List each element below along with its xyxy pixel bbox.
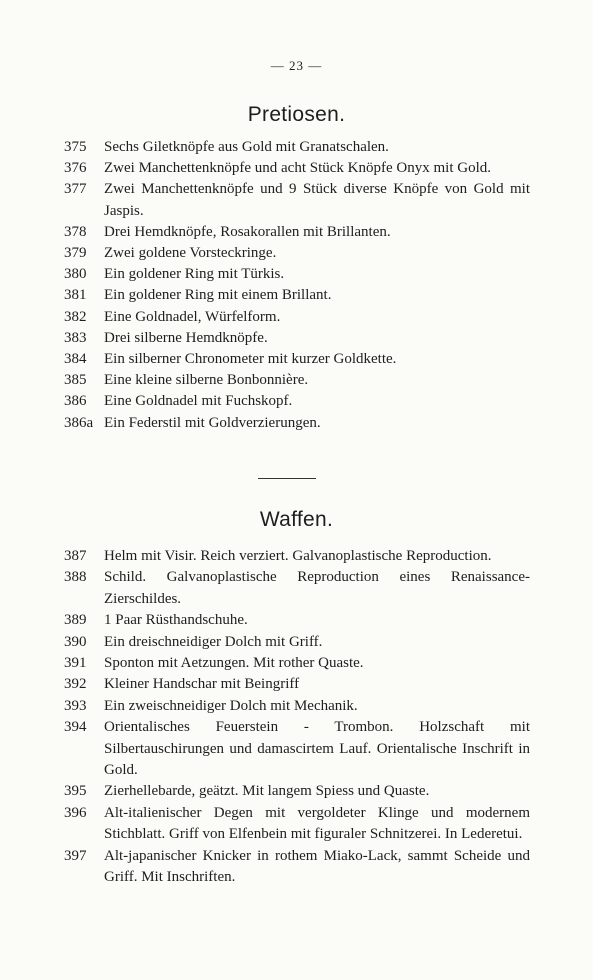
item-text: Ein goldener Ring mit einem Brillant. <box>104 287 332 304</box>
item-text: Helm mit Visir. Reich verziert. Galvanoplastische Reproduction. <box>104 548 492 564</box>
list-item <box>0 413 593 434</box>
list-item <box>0 307 593 328</box>
item-number: 384 <box>64 351 87 368</box>
item-text: 1 Paar Rüsthandschuhe. <box>104 612 248 629</box>
item-text: Zwei goldene Vorsteckringe. <box>104 245 277 262</box>
item-number: 382 <box>64 308 87 325</box>
item-text: Ein goldener Ring mit Türkis. <box>104 266 285 283</box>
item-number: 386 <box>64 393 87 410</box>
item-number: 387 <box>64 548 87 564</box>
item-number: 383 <box>64 329 87 346</box>
list-item <box>0 610 593 631</box>
list-item <box>0 285 593 306</box>
list-item <box>0 653 593 674</box>
item-text: Ein zweischneidiger Dolch mit Mechanik. <box>104 697 358 714</box>
item-number: 375 <box>64 139 87 155</box>
item-text: Zwei Manchettenknöpfe und 9 Stück diverse Knöpfe von Gold mit Jaspis. <box>104 181 530 219</box>
item-number: 385 <box>64 372 87 389</box>
item-number: 380 <box>64 266 87 283</box>
section-divider <box>258 478 316 479</box>
list-item <box>0 243 593 264</box>
list-item <box>0 370 593 391</box>
item-number: 388 <box>64 569 87 586</box>
item-number: 393 <box>64 697 87 714</box>
item-number: 394 <box>64 719 87 736</box>
item-number: 377 <box>64 181 87 198</box>
item-text: Alt-japanischer Knicker in rothem Miako-Lack, sammt Scheide und Griff. Mit Inschriften. <box>104 847 530 886</box>
list-item <box>0 264 593 285</box>
list-item <box>0 328 593 349</box>
item-text: Orientalisches Feuerstein - Trombon. Holzschaft mit Silbertauschirungen und damascirtem Lauf. Orientalische Inschrift in Gold. <box>104 719 530 779</box>
item-number: 379 <box>64 245 87 262</box>
list-item <box>0 696 593 717</box>
item-number: 386a <box>64 414 94 431</box>
item-number: 395 <box>64 783 87 800</box>
item-number: 392 <box>64 676 87 693</box>
item-text: Eine kleine silberne Bonbonnière. <box>104 372 309 389</box>
item-text: Zierhellebarde, geätzt. Mit langem Spiess und Quaste. <box>104 783 430 800</box>
item-text: Eine Goldnadel mit Fuchskopf. <box>104 393 293 410</box>
item-number: 396 <box>64 804 87 821</box>
item-text: Drei Hemdknöpfe, Rosakorallen mit Brillanten. <box>104 223 391 240</box>
item-text: Zwei Manchettenknöpfe und acht Stück Knöpfe Onyx mit Gold. <box>104 160 491 177</box>
list-item <box>0 546 593 567</box>
item-text: Ein dreischneidiger Dolch mit Griff. <box>104 633 323 650</box>
item-text: Kleiner Handschar mit Beingriff <box>104 676 300 693</box>
item-number: 381 <box>64 287 87 304</box>
item-text: Ein silberner Chronometer mit kurzer Goldkette. <box>104 351 397 368</box>
item-text: Drei silberne Hemdknöpfe. <box>104 329 268 346</box>
list-item <box>0 137 593 158</box>
list-item <box>0 674 593 695</box>
item-number: 390 <box>64 633 87 650</box>
item-text: Ein Federstil mit Goldverzierungen. <box>104 414 321 431</box>
section-title-pretiosen: Pretiosen. <box>247 103 346 126</box>
list-item <box>0 567 593 610</box>
section-title-waffen: Waffen. <box>259 508 334 531</box>
item-text: Eine Goldnadel, Würfelform. <box>104 308 281 325</box>
list-item <box>0 349 593 370</box>
list-item <box>0 632 593 653</box>
list-item <box>0 158 593 179</box>
pretiosen-list <box>0 137 593 434</box>
item-text: Alt-italienischer Degen mit vergoldeter Klinge und modernem Stichblatt. Griff von Elfenbein mit figuraler Schnitzerei. In Lederetui. <box>104 804 530 843</box>
list-item <box>0 781 593 802</box>
page-number: — 23 — <box>270 58 323 73</box>
list-item <box>0 222 593 243</box>
item-text: Sponton mit Aetzungen. Mit rother Quaste. <box>104 655 364 672</box>
item-number: 389 <box>64 612 87 629</box>
item-number: 376 <box>64 160 87 177</box>
item-number: 397 <box>64 847 87 864</box>
item-number: 378 <box>64 223 87 240</box>
item-number: 391 <box>64 655 87 672</box>
list-item <box>0 179 593 221</box>
item-text: Schild. Galvanoplastische Reproduction eines Renaissance-Zierschildes. <box>104 569 530 607</box>
list-item <box>0 391 593 412</box>
list-item <box>0 846 593 889</box>
list-item <box>0 717 593 781</box>
waffen-list <box>0 546 593 889</box>
item-text: Sechs Giletknöpfe aus Gold mit Granatschalen. <box>104 139 389 155</box>
list-item <box>0 803 593 846</box>
